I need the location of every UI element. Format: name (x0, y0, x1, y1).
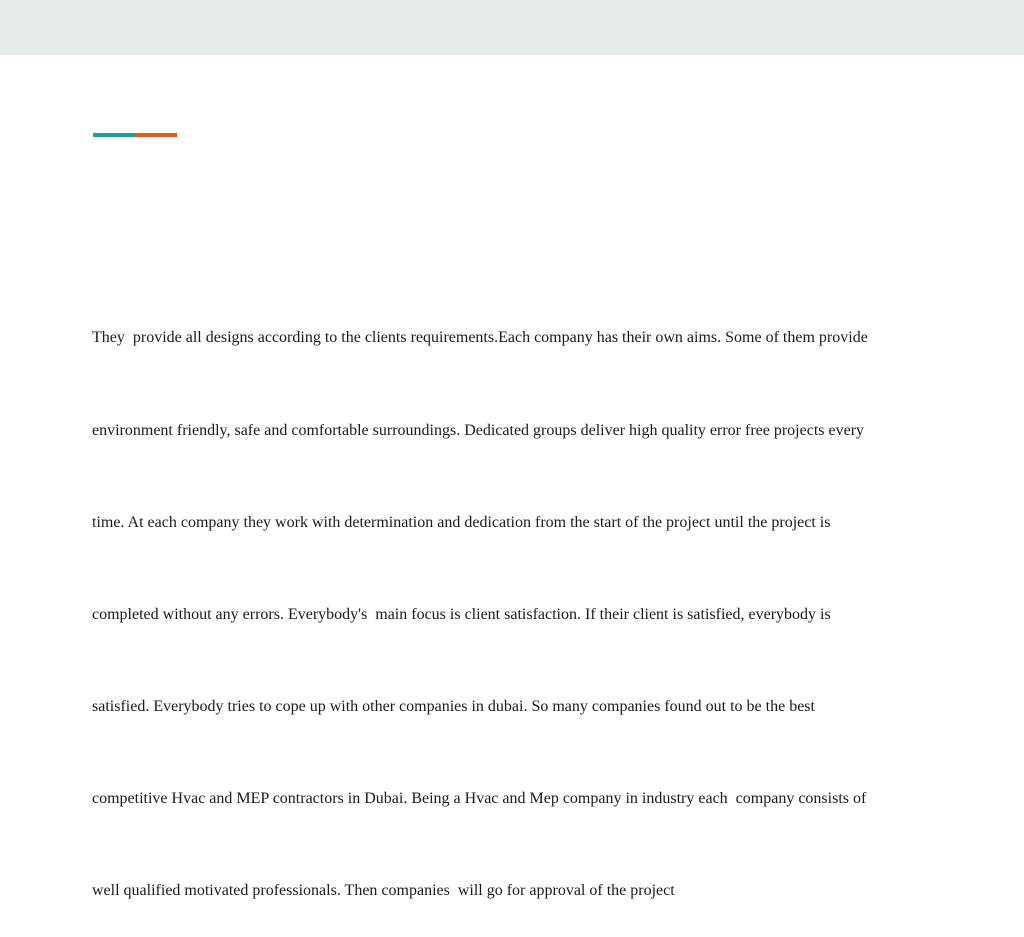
body-line: completed without any errors. Everybody's main focus is client satisfaction. If their client is satisfied, everybody is (92, 605, 831, 623)
accent-bar-orange-segment (135, 133, 177, 137)
body-line: They provide all designs according to the clients requirements.Each company has their own aims. Some of them provide (92, 329, 868, 347)
body-line: environment friendly, safe and comfortable surroundings. Dedicated groups deliver high quality error free projects every (92, 421, 865, 439)
body-line: well qualified motivated professionals. Then companies will go for approval of the project (92, 882, 675, 900)
accent-bar-teal-segment (93, 133, 135, 137)
accent-bar (93, 133, 177, 137)
body-paragraph (92, 262, 952, 937)
body-line: time. At each company they work with determination and dedication from the start of the project until the project is (92, 513, 831, 531)
body-line: satisfied. Everybody tries to cope up with other companies in dubai. So many companies found out to be the best (92, 697, 815, 715)
body-line: competitive Hvac and MEP contractors in Dubai. Being a Hvac and Mep company in industry each company consists of (92, 789, 867, 807)
top-header-band (0, 0, 1024, 55)
